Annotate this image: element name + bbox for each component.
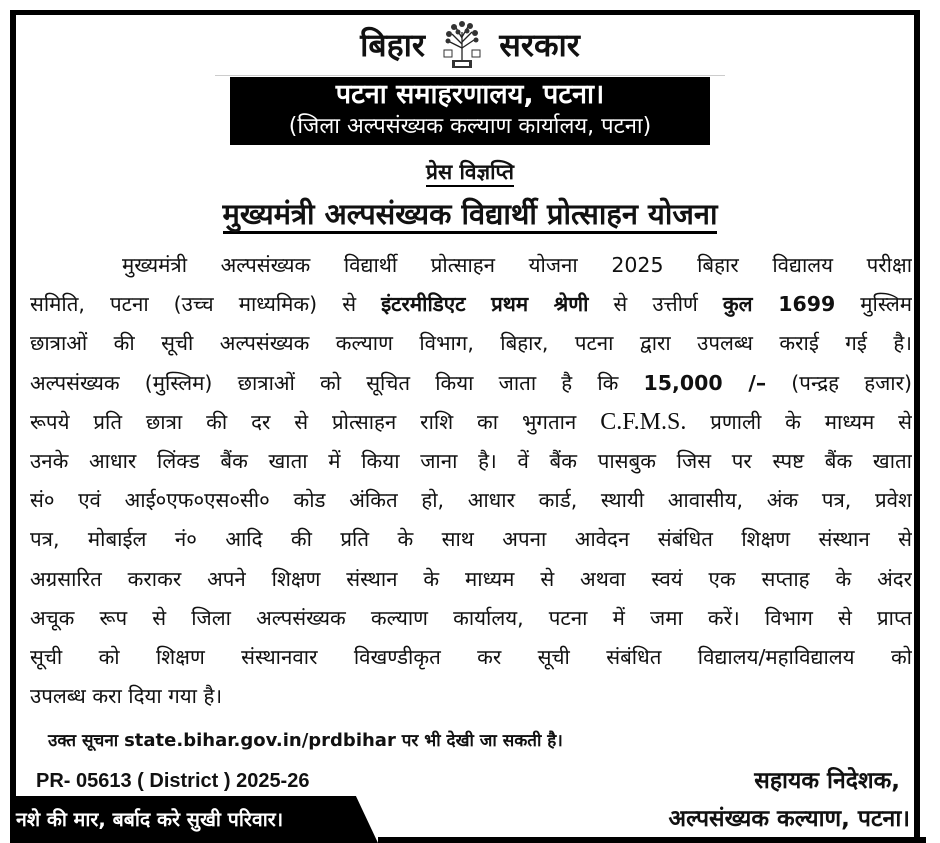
office-title: पटना समाहरणालय, पटना। [335,79,605,110]
body-line [30,520,912,559]
body-text-segment: सूची को शिक्षण संस्थानवार विखण्डीकृत कर सूची संबंधित विद्यालय/महाविद्यालय को [30,644,912,669]
masthead-right-word: सरकार [499,25,580,64]
body-line [30,246,912,285]
signature-department: अल्पसंख्यक कल्याण, पटना। [668,806,910,832]
body-line [30,481,912,520]
body-text-segment: छात्राओं की सूची अल्पसंख्यक कल्याण विभाग, बिहार, पटना द्वारा उपलब्ध कराई गई है। [30,331,912,356]
body-text-segment: प्रणाली के माध्यम से [686,409,912,434]
body-text-segment: उनके आधार लिंक्ड बैंक खाता में किया जाना है। वें बैंक पासबुक जिस पर स्पष्ट बैंक खाता [30,448,912,473]
body-text-segment: मुख्यमंत्री अल्पसंख्यक विद्यार्थी प्रोत्साहन योजना 2025 बिहार विद्यालय परीक्षा [122,253,912,277]
body-line [30,638,912,677]
body-line [30,560,912,599]
press-release-label: प्रेस विज्ञप्ति [0,158,940,186]
pr-number: PR- 05613 ( District ) 2025-26 [36,770,310,792]
body-text-segment: अल्पसंख्यक (मुस्लिम) छात्राओं को सूचित किया जाता है कि [30,370,644,395]
scheme-title: मुख्यमंत्री अल्पसंख्यक विद्यार्थी प्रोत्साहन योजना [0,194,940,233]
masthead-left-word: बिहार [360,25,426,64]
body-text-segment: उपलब्ध करा दिया गया है। [30,684,223,709]
body-paragraph [30,246,912,716]
website-notice [48,728,563,751]
emphasis-text: 15,000 /– [643,370,767,395]
body-text-segment: मुस्लिम [835,292,912,317]
signature-block [669,762,910,838]
body-line [30,324,912,363]
body-line [30,403,912,442]
signature-designation: सहायक निदेशक, [754,768,900,794]
body-text-segment: अग्रसारित कराकर अपने शिक्षण संस्थान के माध्यम से अथवा स्वयं एक सप्ताह के अंदर [30,566,912,591]
body-line [30,285,912,324]
emphasis-text: कुल 1699 [722,292,836,317]
body-text-segment: पत्र, मोबाईल नं० आदि की प्रति के साथ अपना आवेदन संबंधित शिक्षण संस्थान से [30,527,912,552]
bihar-emblem-icon [440,18,484,70]
body-line [30,364,912,403]
body-text-segment: (पन्द्रह हजार) [766,370,912,395]
body-text-segment: से उत्तीर्ण [588,292,723,317]
notice-suffix: पर भी देखी जा सकती है। [395,731,563,751]
office-header-box [230,77,710,145]
notice-url-link[interactable]: state.bihar.gov.in/prdbihar [124,730,396,751]
notice-prefix: उक्त सूचना [48,731,125,751]
body-line [30,442,912,481]
body-text-segment: समिति, पटना (उच्च माध्यमिक) से [30,292,382,317]
emphasis-text: इंटरमीडिएट प्रथम श्रेणी [381,292,589,317]
body-text-segment: रूपये प्रति छात्रा की दर से प्रोत्साहन राशि का भुगतान [30,409,601,434]
body-text-segment: अचूक रूप से जिला अल्पसंख्यक कल्याण कार्यालय, पटना में जमा करें। विभाग से प्राप्त [30,605,912,630]
body-line [30,677,912,716]
office-subtitle: (जिला अल्पसंख्यक कल्याण कार्यालय, पटना) [288,114,652,139]
bottom-border [378,837,926,843]
masthead [0,18,940,73]
slogan-text: नशे की मार, बर्बाद करे सुखी परिवार। [16,808,284,831]
masthead-divider [215,75,725,76]
body-line [30,599,912,638]
body-text-segment: सं० एवं आई०एफ०एस०सी० कोड अंकित हो, आधार कार्ड, स्थायी आवासीय, अंक पत्र, प्रवेश [30,488,912,513]
body-text-segment: C.F.M.S. [600,408,687,435]
